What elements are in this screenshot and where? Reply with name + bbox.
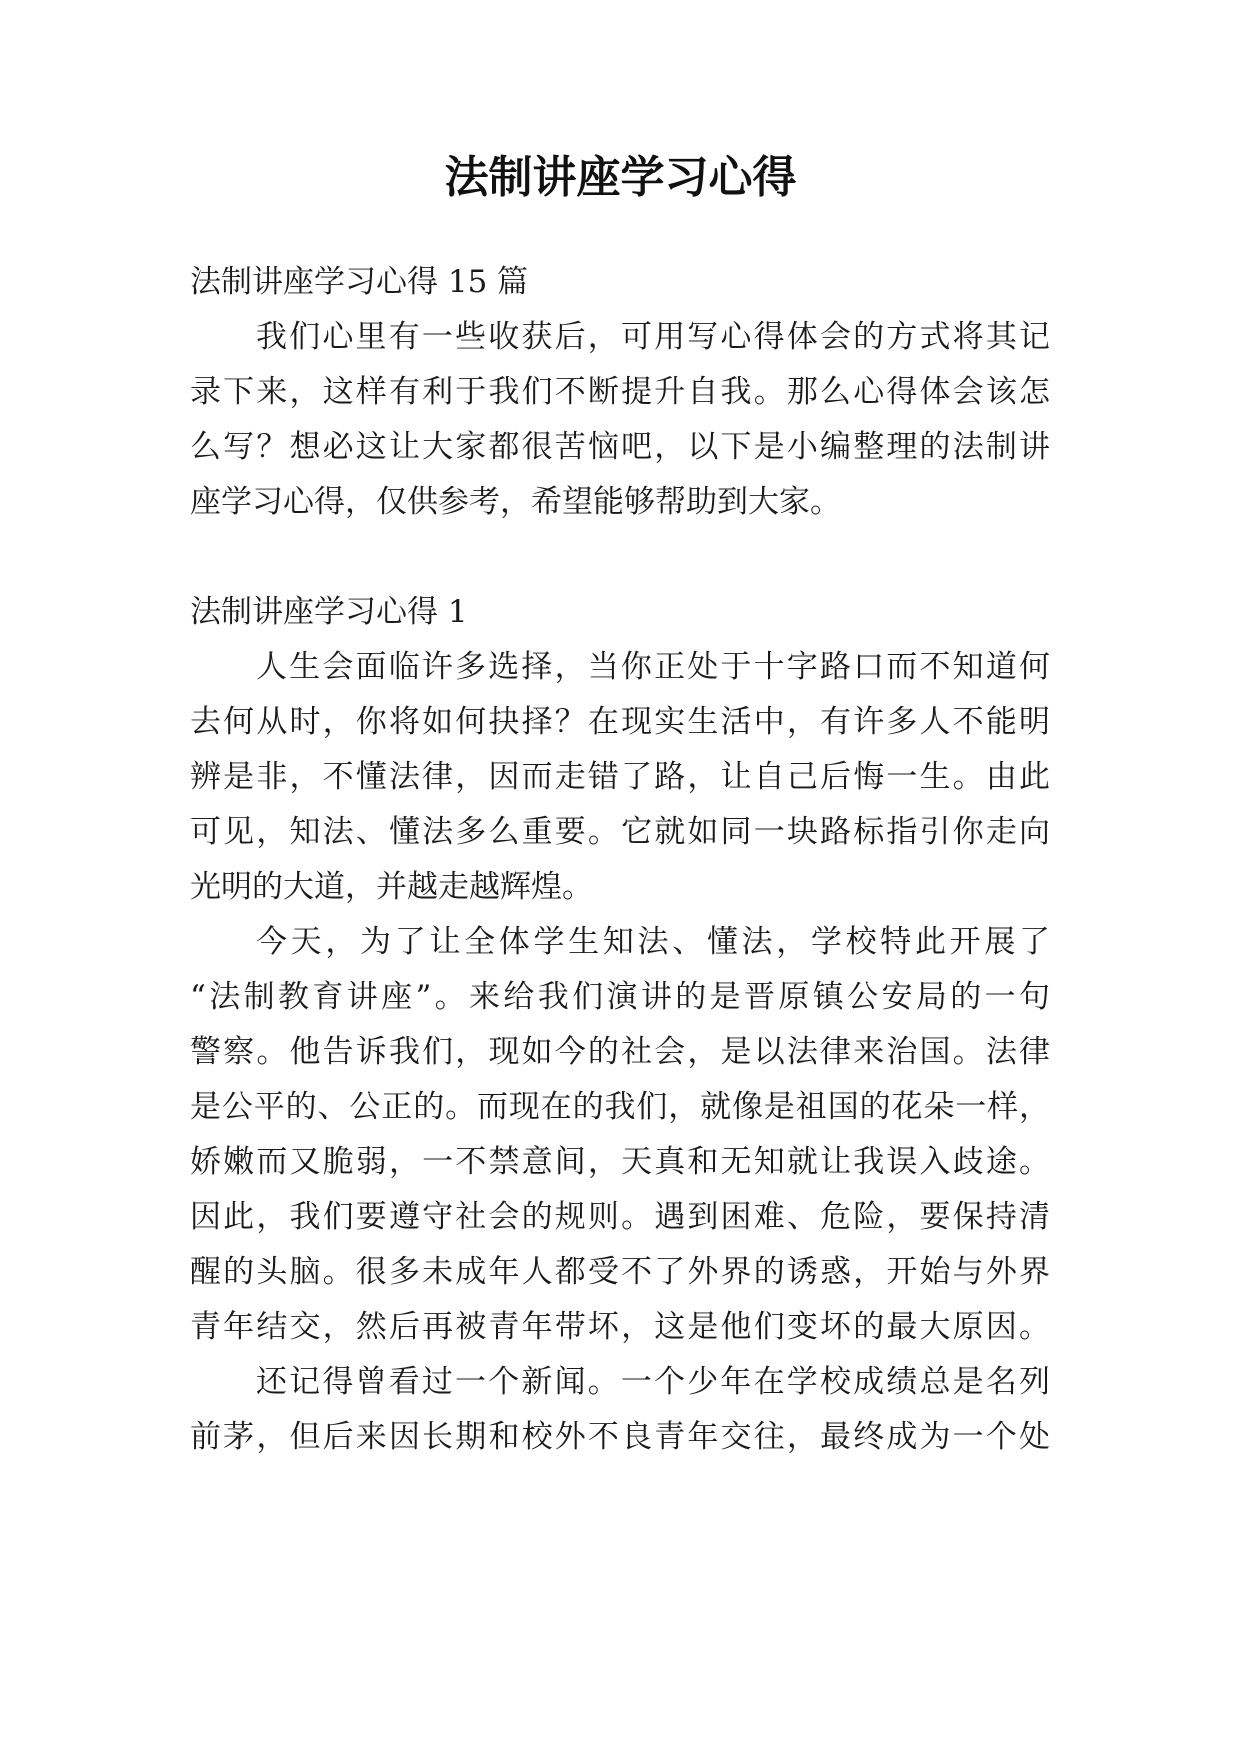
- intro-line: 么写？想必这让大家都很苦恼吧，以下是小编整理的法制讲: [190, 429, 1050, 465]
- paragraph-line: 因此，我们要遵守社会的规则。遇到困难、危险，要保持清: [190, 1199, 1050, 1235]
- paragraph-line: 可见，知法、懂法多么重要。它就如同一块路标指引你走向: [190, 814, 1050, 850]
- intro-line: 我们心里有一些收获后，可用写心得体会的方式将其记: [256, 319, 1050, 355]
- paragraph-line: 辨是非，不懂法律，因而走错了路，让自己后悔一生。由此: [190, 759, 1050, 795]
- section-heading: 法制讲座学习心得 1: [190, 594, 468, 630]
- paragraph-line: 前茅，但后来因长期和校外不良青年交往，最终成为一个处: [190, 1419, 1050, 1455]
- paragraph-line: 青年结交，然后再被青年带坏，这是他们变坏的最大原因。: [190, 1309, 1050, 1345]
- paragraph-line: 还记得曾看过一个新闻。一个少年在学校成绩总是名列: [256, 1364, 1050, 1400]
- paragraph-line: 警察。他告诉我们，现如今的社会，是以法律来治国。法律: [190, 1034, 1050, 1070]
- paragraph-line: 光明的大道，并越走越辉煌。: [190, 869, 593, 905]
- intro-heading: 法制讲座学习心得 15 篇: [190, 264, 529, 300]
- document-title: 法制讲座学习心得: [444, 152, 797, 203]
- paragraph-line: 是公平的、公正的。而现在的我们，就像是祖国的花朵一样，: [190, 1089, 1050, 1125]
- paragraph-line: 去何从时，你将如何抉择？在现实生活中，有许多人不能明: [190, 704, 1050, 740]
- paragraph-line: 今天，为了让全体学生知法、懂法，学校特此开展了: [256, 924, 1050, 960]
- paragraph-line: 娇嫩而又脆弱，一不禁意间，天真和无知就让我误入歧途。: [190, 1144, 1050, 1180]
- paragraph-line: “法制教育讲座”。来给我们演讲的是晋原镇公安局的一句: [190, 979, 1050, 1015]
- intro-line: 录下来，这样有利于我们不断提升自我。那么心得体会该怎: [190, 374, 1050, 410]
- intro-line: 座学习心得，仅供参考，希望能够帮助到大家。: [190, 484, 841, 520]
- paragraph-line: 人生会面临许多选择，当你正处于十字路口而不知道何: [256, 649, 1050, 685]
- paragraph-line: 醒的头脑。很多未成年人都受不了外界的诱惑，开始与外界: [190, 1254, 1050, 1290]
